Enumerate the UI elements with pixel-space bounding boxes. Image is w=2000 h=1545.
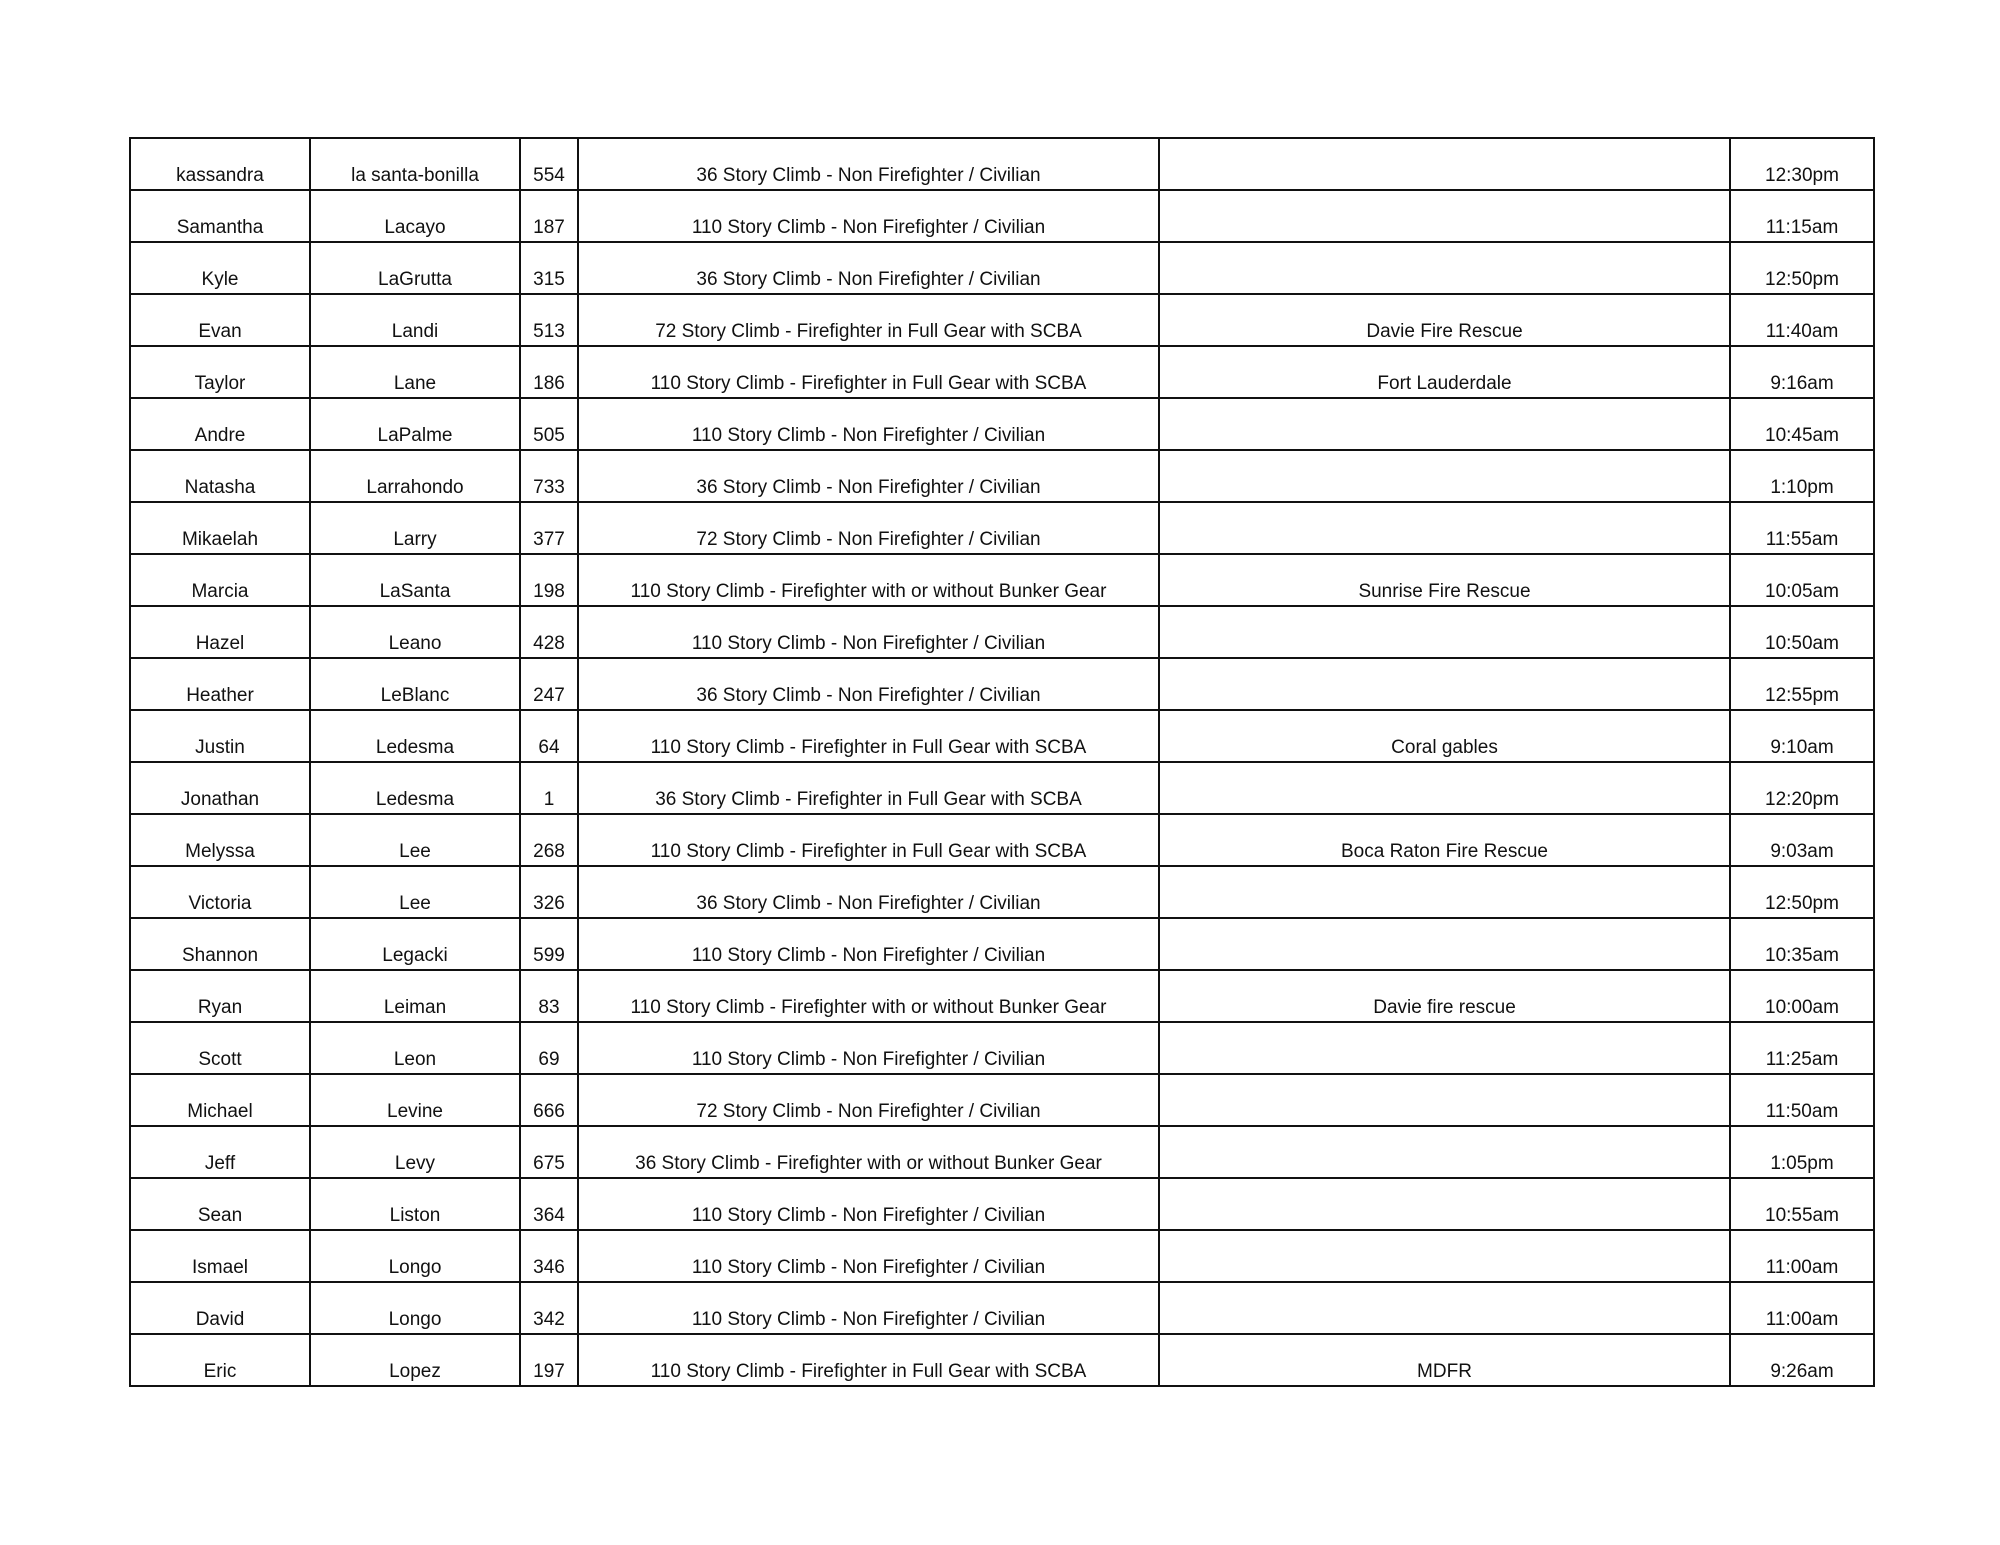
bib-number-cell: 1 — [520, 762, 578, 814]
event-cell: 36 Story Climb - Firefighter in Full Gear with SCBA — [578, 762, 1159, 814]
first-name-cell: David — [130, 1282, 310, 1334]
department-cell — [1159, 242, 1730, 294]
event-cell: 110 Story Climb - Non Firefighter / Civilian — [578, 1230, 1159, 1282]
department-cell — [1159, 190, 1730, 242]
event-cell: 110 Story Climb - Non Firefighter / Civilian — [578, 190, 1159, 242]
table-row — [130, 710, 1874, 762]
start-time-cell: 11:00am — [1730, 1282, 1874, 1334]
last-name-cell: Lee — [310, 814, 520, 866]
first-name-cell: Andre — [130, 398, 310, 450]
first-name-cell: kassandra — [130, 138, 310, 190]
event-cell: 110 Story Climb - Firefighter in Full Gear with SCBA — [578, 814, 1159, 866]
start-time-cell: 11:15am — [1730, 190, 1874, 242]
bib-number-cell: 675 — [520, 1126, 578, 1178]
last-name-cell: Leano — [310, 606, 520, 658]
last-name-cell: Lee — [310, 866, 520, 918]
last-name-cell: Lacayo — [310, 190, 520, 242]
first-name-cell: Mikaelah — [130, 502, 310, 554]
last-name-cell: Levy — [310, 1126, 520, 1178]
first-name-cell: Jeff — [130, 1126, 310, 1178]
bib-number-cell: 428 — [520, 606, 578, 658]
bib-number-cell: 346 — [520, 1230, 578, 1282]
bib-number-cell: 64 — [520, 710, 578, 762]
first-name-cell: Taylor — [130, 346, 310, 398]
event-cell: 110 Story Climb - Firefighter in Full Gear with SCBA — [578, 1334, 1159, 1386]
last-name-cell: LaPalme — [310, 398, 520, 450]
table-row — [130, 1126, 1874, 1178]
bib-number-cell: 83 — [520, 970, 578, 1022]
participant-roster-table — [129, 137, 1875, 1387]
event-cell: 36 Story Climb - Non Firefighter / Civilian — [578, 450, 1159, 502]
start-time-cell: 10:45am — [1730, 398, 1874, 450]
event-cell: 36 Story Climb - Non Firefighter / Civilian — [578, 866, 1159, 918]
table-row — [130, 138, 1874, 190]
table-row — [130, 450, 1874, 502]
start-time-cell: 11:55am — [1730, 502, 1874, 554]
department-cell — [1159, 606, 1730, 658]
first-name-cell: Evan — [130, 294, 310, 346]
bib-number-cell: 198 — [520, 554, 578, 606]
start-time-cell: 10:00am — [1730, 970, 1874, 1022]
event-cell: 110 Story Climb - Non Firefighter / Civilian — [578, 1022, 1159, 1074]
last-name-cell: Levine — [310, 1074, 520, 1126]
first-name-cell: Samantha — [130, 190, 310, 242]
table-row — [130, 970, 1874, 1022]
department-cell — [1159, 138, 1730, 190]
last-name-cell: Lopez — [310, 1334, 520, 1386]
table-row — [130, 606, 1874, 658]
table-row — [130, 1230, 1874, 1282]
start-time-cell: 10:55am — [1730, 1178, 1874, 1230]
first-name-cell: Heather — [130, 658, 310, 710]
bib-number-cell: 377 — [520, 502, 578, 554]
bib-number-cell: 187 — [520, 190, 578, 242]
first-name-cell: Ryan — [130, 970, 310, 1022]
first-name-cell: Michael — [130, 1074, 310, 1126]
table-row — [130, 762, 1874, 814]
department-cell — [1159, 918, 1730, 970]
bib-number-cell: 554 — [520, 138, 578, 190]
event-cell: 72 Story Climb - Non Firefighter / Civilian — [578, 1074, 1159, 1126]
table-row — [130, 554, 1874, 606]
bib-number-cell: 247 — [520, 658, 578, 710]
table-row — [130, 866, 1874, 918]
bib-number-cell: 268 — [520, 814, 578, 866]
bib-number-cell: 666 — [520, 1074, 578, 1126]
first-name-cell: Eric — [130, 1334, 310, 1386]
roster-body — [130, 138, 1874, 1386]
last-name-cell: LeBlanc — [310, 658, 520, 710]
last-name-cell: Longo — [310, 1230, 520, 1282]
first-name-cell: Sean — [130, 1178, 310, 1230]
table-row — [130, 502, 1874, 554]
last-name-cell: Larry — [310, 502, 520, 554]
table-row — [130, 1074, 1874, 1126]
bib-number-cell: 505 — [520, 398, 578, 450]
table-row — [130, 1022, 1874, 1074]
start-time-cell: 10:50am — [1730, 606, 1874, 658]
last-name-cell: Landi — [310, 294, 520, 346]
bib-number-cell: 342 — [520, 1282, 578, 1334]
first-name-cell: Victoria — [130, 866, 310, 918]
event-cell: 110 Story Climb - Non Firefighter / Civilian — [578, 1178, 1159, 1230]
last-name-cell: LaGrutta — [310, 242, 520, 294]
department-cell — [1159, 1230, 1730, 1282]
event-cell: 110 Story Climb - Non Firefighter / Civilian — [578, 606, 1159, 658]
last-name-cell: Liston — [310, 1178, 520, 1230]
event-cell: 110 Story Climb - Firefighter with or without Bunker Gear — [578, 554, 1159, 606]
bib-number-cell: 326 — [520, 866, 578, 918]
department-cell — [1159, 1126, 1730, 1178]
start-time-cell: 12:50pm — [1730, 242, 1874, 294]
start-time-cell: 12:50pm — [1730, 866, 1874, 918]
first-name-cell: Hazel — [130, 606, 310, 658]
start-time-cell: 9:16am — [1730, 346, 1874, 398]
start-time-cell: 1:10pm — [1730, 450, 1874, 502]
first-name-cell: Ismael — [130, 1230, 310, 1282]
start-time-cell: 1:05pm — [1730, 1126, 1874, 1178]
first-name-cell: Natasha — [130, 450, 310, 502]
department-cell — [1159, 502, 1730, 554]
last-name-cell: Lane — [310, 346, 520, 398]
last-name-cell: la santa-bonilla — [310, 138, 520, 190]
bib-number-cell: 197 — [520, 1334, 578, 1386]
department-cell — [1159, 866, 1730, 918]
bib-number-cell: 186 — [520, 346, 578, 398]
department-cell: MDFR — [1159, 1334, 1730, 1386]
department-cell — [1159, 1282, 1730, 1334]
event-cell: 36 Story Climb - Non Firefighter / Civilian — [578, 658, 1159, 710]
department-cell — [1159, 1022, 1730, 1074]
event-cell: 36 Story Climb - Firefighter with or without Bunker Gear — [578, 1126, 1159, 1178]
start-time-cell: 11:40am — [1730, 294, 1874, 346]
bib-number-cell: 733 — [520, 450, 578, 502]
start-time-cell: 12:55pm — [1730, 658, 1874, 710]
event-cell: 36 Story Climb - Non Firefighter / Civilian — [578, 138, 1159, 190]
table-row — [130, 294, 1874, 346]
start-time-cell: 10:35am — [1730, 918, 1874, 970]
start-time-cell: 9:10am — [1730, 710, 1874, 762]
bib-number-cell: 513 — [520, 294, 578, 346]
event-cell: 110 Story Climb - Non Firefighter / Civilian — [578, 1282, 1159, 1334]
table-row — [130, 190, 1874, 242]
department-cell: Coral gables — [1159, 710, 1730, 762]
event-cell: 110 Story Climb - Firefighter in Full Gear with SCBA — [578, 346, 1159, 398]
event-cell: 36 Story Climb - Non Firefighter / Civilian — [578, 242, 1159, 294]
table-row — [130, 242, 1874, 294]
department-cell: Boca Raton Fire Rescue — [1159, 814, 1730, 866]
first-name-cell: Justin — [130, 710, 310, 762]
department-cell — [1159, 1178, 1730, 1230]
department-cell — [1159, 658, 1730, 710]
table-row — [130, 918, 1874, 970]
table-row — [130, 1334, 1874, 1386]
department-cell: Davie Fire Rescue — [1159, 294, 1730, 346]
last-name-cell: Longo — [310, 1282, 520, 1334]
department-cell: Fort Lauderdale — [1159, 346, 1730, 398]
department-cell — [1159, 1074, 1730, 1126]
department-cell: Sunrise Fire Rescue — [1159, 554, 1730, 606]
event-cell: 72 Story Climb - Firefighter in Full Gear with SCBA — [578, 294, 1159, 346]
bib-number-cell: 69 — [520, 1022, 578, 1074]
last-name-cell: Leiman — [310, 970, 520, 1022]
table-row — [130, 398, 1874, 450]
last-name-cell: Ledesma — [310, 710, 520, 762]
bib-number-cell: 315 — [520, 242, 578, 294]
start-time-cell: 12:30pm — [1730, 138, 1874, 190]
first-name-cell: Jonathan — [130, 762, 310, 814]
start-time-cell: 10:05am — [1730, 554, 1874, 606]
first-name-cell: Scott — [130, 1022, 310, 1074]
first-name-cell: Shannon — [130, 918, 310, 970]
event-cell: 110 Story Climb - Firefighter with or without Bunker Gear — [578, 970, 1159, 1022]
department-cell — [1159, 762, 1730, 814]
first-name-cell: Marcia — [130, 554, 310, 606]
start-time-cell: 9:26am — [1730, 1334, 1874, 1386]
last-name-cell: Ledesma — [310, 762, 520, 814]
department-cell — [1159, 398, 1730, 450]
start-time-cell: 11:50am — [1730, 1074, 1874, 1126]
start-time-cell: 9:03am — [1730, 814, 1874, 866]
event-cell: 110 Story Climb - Non Firefighter / Civilian — [578, 398, 1159, 450]
bib-number-cell: 599 — [520, 918, 578, 970]
last-name-cell: Legacki — [310, 918, 520, 970]
table-row — [130, 346, 1874, 398]
table-row — [130, 814, 1874, 866]
event-cell: 110 Story Climb - Firefighter in Full Gear with SCBA — [578, 710, 1159, 762]
table-row — [130, 1282, 1874, 1334]
department-cell: Davie fire rescue — [1159, 970, 1730, 1022]
start-time-cell: 11:00am — [1730, 1230, 1874, 1282]
last-name-cell: LaSanta — [310, 554, 520, 606]
event-cell: 110 Story Climb - Non Firefighter / Civilian — [578, 918, 1159, 970]
last-name-cell: Leon — [310, 1022, 520, 1074]
event-cell: 72 Story Climb - Non Firefighter / Civilian — [578, 502, 1159, 554]
table-row — [130, 658, 1874, 710]
table-row — [130, 1178, 1874, 1230]
last-name-cell: Larrahondo — [310, 450, 520, 502]
bib-number-cell: 364 — [520, 1178, 578, 1230]
first-name-cell: Kyle — [130, 242, 310, 294]
first-name-cell: Melyssa — [130, 814, 310, 866]
start-time-cell: 11:25am — [1730, 1022, 1874, 1074]
department-cell — [1159, 450, 1730, 502]
start-time-cell: 12:20pm — [1730, 762, 1874, 814]
